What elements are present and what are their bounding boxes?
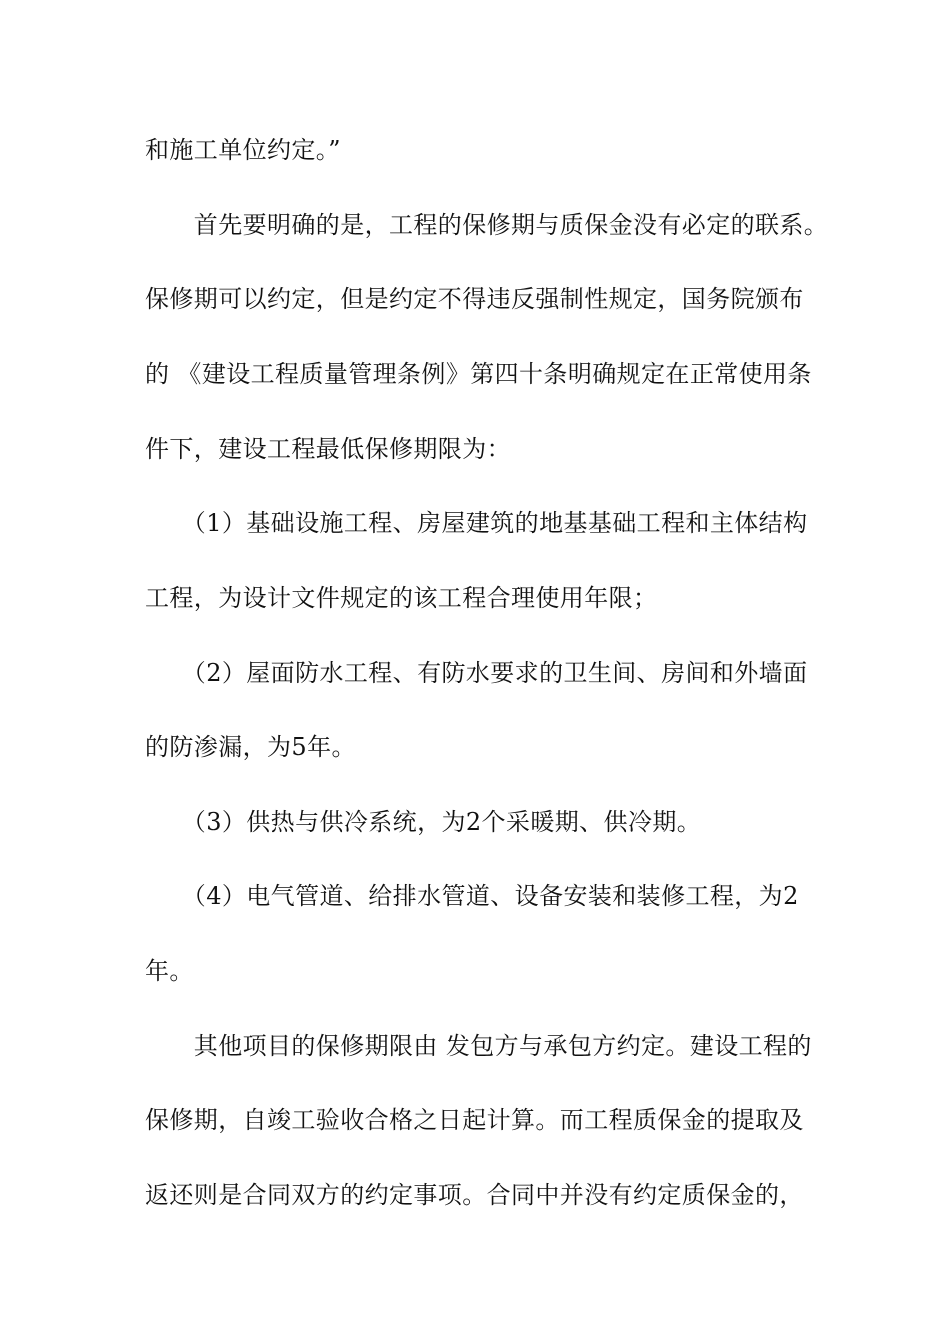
text-line: 其他项目的保修期限由 发包方与承包方约定。建设工程的 bbox=[145, 1032, 812, 1060]
text-line: 和施工单位约定。” bbox=[145, 136, 341, 164]
text-line: 的防渗漏，为5年。 bbox=[145, 733, 356, 761]
text-line: （4）电气管道、给排水管道、设备安装和装修工程，为2 bbox=[145, 882, 799, 910]
text-line: 保修期可以约定，但是约定不得违反强制性规定，国务院颁布 bbox=[145, 285, 804, 313]
text-line: 首先要明确的是，工程的保修期与质保金没有必定的联系。 bbox=[145, 211, 829, 239]
text-line: 件下，建设工程最低保修期限为： bbox=[145, 435, 511, 463]
text-line: （3）供热与供冷系统，为2个采暖期、供冷期。 bbox=[145, 808, 702, 836]
text-line: 保修期，自竣工验收合格之日起计算。而工程质保金的提取及 bbox=[145, 1106, 804, 1134]
text-line: （2）屋面防水工程、有防水要求的卫生间、房间和外墙面 bbox=[145, 659, 808, 687]
text-line: 年。 bbox=[145, 957, 194, 985]
text-line: 返还则是合同双方的约定事项。合同中并没有约定质保金的， bbox=[145, 1181, 804, 1209]
text-line: （1）基础设施工程、房屋建筑的地基基础工程和主体结构 bbox=[145, 509, 808, 537]
text-line: 工程，为设计文件规定的该工程合理使用年限； bbox=[145, 584, 658, 612]
text-line: 的 《建设工程质量管理条例》第四十条明确规定在正常使用条 bbox=[145, 360, 812, 388]
